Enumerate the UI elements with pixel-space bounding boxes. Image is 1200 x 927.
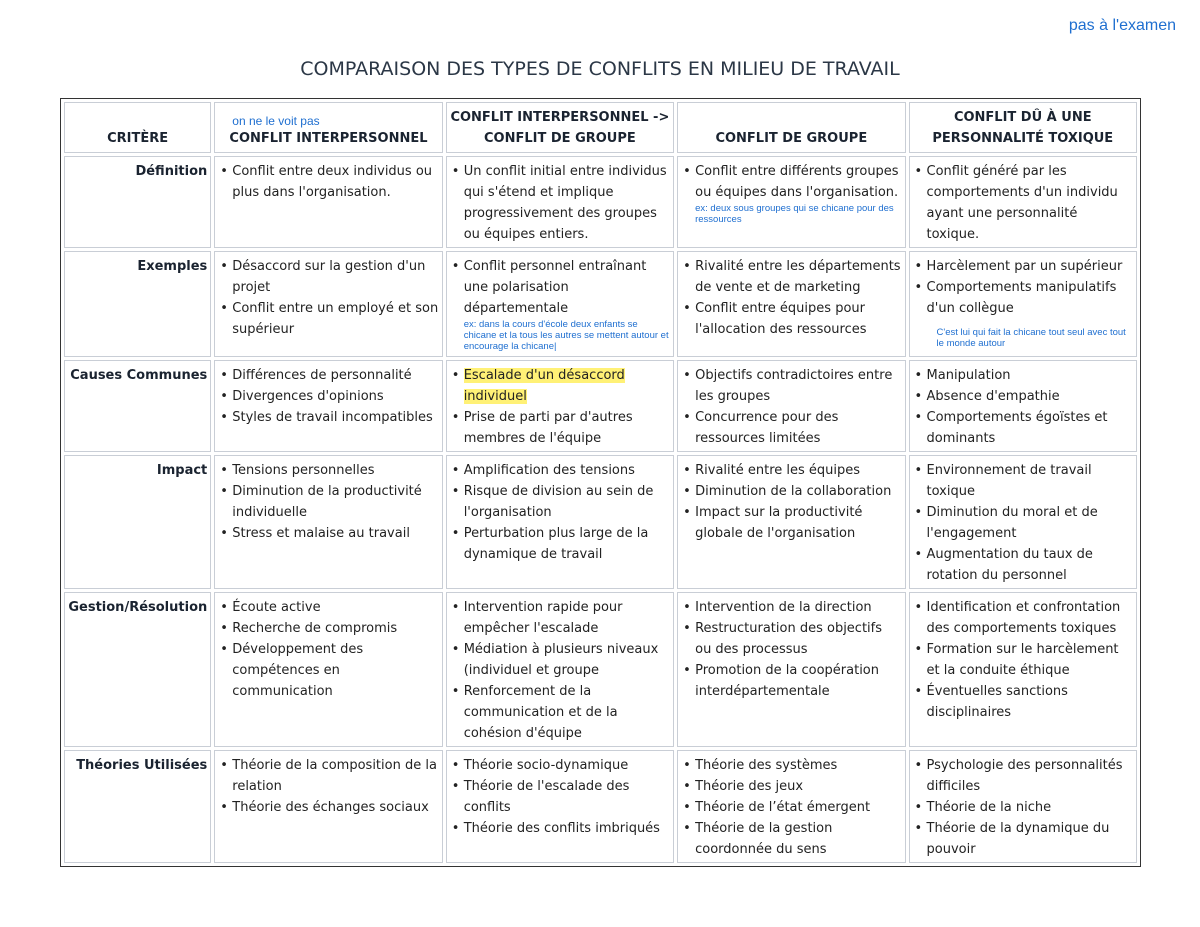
bullet-list xyxy=(450,365,670,449)
table-row xyxy=(64,455,1137,589)
cell-c3 xyxy=(677,156,905,248)
list-item: • Absence d'empathie xyxy=(927,386,1133,407)
list-item: • Renforcement de la communication et de la cohésion d'équipe xyxy=(464,681,670,744)
header-col4-line1: CONFLIT DÛ À UNE xyxy=(953,110,1092,125)
cell-c1 xyxy=(214,455,442,589)
comparison-table xyxy=(60,98,1141,867)
cell-c4 xyxy=(909,360,1137,452)
cell-c3 xyxy=(677,251,905,357)
bullet-list xyxy=(913,597,1133,723)
list-item: • Identification et confrontation des comportements toxiques xyxy=(927,597,1133,639)
cell-c3 xyxy=(677,455,905,589)
list-item: • Rivalité entre les équipes xyxy=(695,460,901,481)
list-item: • Diminution de la collaboration xyxy=(695,481,901,502)
list-item: • Manipulation xyxy=(927,365,1133,386)
bullet-list xyxy=(450,755,670,839)
cell-c3 xyxy=(677,592,905,747)
list-item: • Théorie des conflits imbriqués xyxy=(464,818,670,839)
cell-c1 xyxy=(214,156,442,248)
header-toxic-personality xyxy=(909,102,1137,153)
list-item: • Risque de division au sein de l'organisation xyxy=(464,481,670,523)
page-title: COMPARAISON DES TYPES DE CONFLITS EN MILIEU DE TRAVAIL xyxy=(300,58,900,80)
cell-c2 xyxy=(446,251,674,357)
row-label: Causes Communes xyxy=(64,360,211,452)
list-item: • Psychologie des personnalités difficiles xyxy=(927,755,1133,797)
header-col2-line2: CONFLIT DE GROUPE xyxy=(484,131,636,146)
header-group: CONFLIT DE GROUPE xyxy=(677,102,905,153)
list-item: • Théorie de la dynamique du pouvoir xyxy=(927,818,1133,860)
header-col4-line2: PERSONNALITÉ TOXIQUE xyxy=(932,131,1114,146)
cell-c2 xyxy=(446,360,674,452)
header-note: on ne le voit pas xyxy=(232,114,320,128)
list-item: • Restructuration des objectifs ou des processus xyxy=(695,618,901,660)
list-item: • Impact sur la productivité globale de l'organisation xyxy=(695,502,901,544)
row-label: Théories Utilisées xyxy=(64,750,211,863)
list-item: • Augmentation du taux de rotation du personnel xyxy=(927,544,1133,586)
list-item: • Développement des compétences en communication xyxy=(232,639,438,702)
list-item: • Environnement de travail toxique xyxy=(927,460,1133,502)
cell-c3 xyxy=(677,360,905,452)
list-item: • Tensions personnelles xyxy=(232,460,438,481)
cell-c4 xyxy=(909,592,1137,747)
row-label: Exemples xyxy=(64,251,211,357)
cell-c2 xyxy=(446,750,674,863)
bullet-list xyxy=(681,755,901,860)
list-item: • Conflit généré par les comportements d'un individu ayant une personnalité toxique. xyxy=(927,161,1133,245)
cell-c4 xyxy=(909,455,1137,589)
list-item: • Concurrence pour des ressources limitées xyxy=(695,407,901,449)
header-interpersonal xyxy=(214,102,442,153)
list-item: • Théorie des échanges sociaux xyxy=(232,797,438,818)
list-item: • Formation sur le harcèlement et la conduite éthique xyxy=(927,639,1133,681)
handwritten-note: ex: deux sous groupes qui se chicane pour des ressources xyxy=(695,203,894,225)
list-item: • Amplification des tensions xyxy=(464,460,670,481)
list-item: • Conflit entre un employé et son supérieur xyxy=(232,298,438,340)
cell-c2 xyxy=(446,156,674,248)
row-label: Impact xyxy=(64,455,211,589)
list-item xyxy=(464,365,670,407)
list-item: • Objectifs contradictoires entre les groupes xyxy=(695,365,901,407)
handwritten-note: ex: dans la cours d'école deux enfants se chicane et la tous les autres se mettent autour et encourage la chicane| xyxy=(463,319,669,352)
list-item: • Théorie de l’état émergent xyxy=(695,797,901,818)
list-item: • Rivalité entre les départements de vente et de marketing xyxy=(695,256,901,298)
list-item: • Harcèlement par un supérieur xyxy=(927,256,1133,277)
bullet-list xyxy=(218,755,438,818)
cell-c2 xyxy=(446,455,674,589)
list-item: • Théorie des systèmes xyxy=(695,755,901,776)
table-row xyxy=(64,750,1137,863)
list-item: • Comportements égoïstes et dominants xyxy=(927,407,1133,449)
list-item: • Intervention de la direction xyxy=(695,597,901,618)
cell-c3 xyxy=(677,750,905,863)
bullet-list xyxy=(218,460,438,544)
list-item: • Éventuelles sanctions disciplinaires xyxy=(927,681,1133,723)
bullet-list xyxy=(913,365,1133,449)
list-item: • Théorie de la niche xyxy=(927,797,1133,818)
list-item: • Styles de travail incompatibles xyxy=(232,407,438,428)
list-item: • Théorie de la composition de la relation xyxy=(232,755,438,797)
header-interpersonal-to-group xyxy=(446,102,674,153)
list-item: • Médiation à plusieurs niveaux (individuel et groupe xyxy=(464,639,670,681)
cell-c4 xyxy=(909,156,1137,248)
highlighted-text: Escalade d'un désaccord individuel xyxy=(463,368,625,404)
list-item: • Théorie de la gestion coordonnée du sens xyxy=(695,818,901,860)
list-item: • Conflit entre équipes pour l'allocation des ressources xyxy=(695,298,901,340)
list-item: • Théorie socio-dynamique xyxy=(464,755,670,776)
cell-c1 xyxy=(214,251,442,357)
bullet-list xyxy=(913,256,1133,319)
cell-c1 xyxy=(214,360,442,452)
bullet-list xyxy=(681,161,901,203)
list-item: • Stress et malaise au travail xyxy=(232,523,438,544)
bullet-list xyxy=(218,365,438,428)
list-item: • Divergences d'opinions xyxy=(232,386,438,407)
list-item: • Perturbation plus large de la dynamique de travail xyxy=(464,523,670,565)
bullet-list xyxy=(218,161,438,203)
list-item: • Prise de parti par d'autres membres de l'équipe xyxy=(464,407,670,449)
bullet-list xyxy=(681,365,901,449)
bullet-list xyxy=(450,256,670,319)
bullet-list xyxy=(450,161,670,245)
list-item: • Diminution de la productivité individuelle xyxy=(232,481,438,523)
bullet-list xyxy=(218,597,438,702)
list-item: • Désaccord sur la gestion d'un projet xyxy=(232,256,438,298)
list-item: • Intervention rapide pour empêcher l'escalade xyxy=(464,597,670,639)
header-interpersonal-label: CONFLIT INTERPERSONNEL xyxy=(229,131,428,146)
bullet-list xyxy=(450,597,670,744)
bullet-list xyxy=(681,256,901,340)
list-item: • Écoute active xyxy=(232,597,438,618)
list-item: • Diminution du moral et de l'engagement xyxy=(927,502,1133,544)
cell-c4 xyxy=(909,750,1137,863)
handwritten-note: C'est lui qui fait la chicane tout seul avec tout le monde autour xyxy=(936,327,1126,349)
cell-c1 xyxy=(214,592,442,747)
annotation-top-right: pas à l'examen xyxy=(1068,17,1176,34)
table-row xyxy=(64,360,1137,452)
cell-c4 xyxy=(909,251,1137,357)
list-item: • Recherche de compromis xyxy=(232,618,438,639)
list-item: • Théorie de l'escalade des conflits xyxy=(464,776,670,818)
bullet-list xyxy=(913,755,1133,860)
header-criterion: CRITÈRE xyxy=(64,102,211,153)
row-label: Définition xyxy=(64,156,211,248)
list-item: • Différences de personnalité xyxy=(232,365,438,386)
bullet-list xyxy=(913,460,1133,586)
list-item: • Un conflit initial entre individus qui s'étend et implique progressivement des groupes ou équipes entiers. xyxy=(464,161,670,245)
bullet-list xyxy=(450,460,670,565)
list-item: • Comportements manipulatifs d'un collègue xyxy=(927,277,1133,319)
table-row xyxy=(64,592,1137,747)
cell-c2 xyxy=(446,592,674,747)
table-row xyxy=(64,156,1137,248)
bullet-list xyxy=(681,460,901,544)
list-item: • Conflit personnel entraînant une polarisation départementale xyxy=(464,256,670,319)
table-row xyxy=(64,251,1137,357)
bullet-list xyxy=(218,256,438,340)
row-label: Gestion/Résolution xyxy=(64,592,211,747)
list-item: • Théorie des jeux xyxy=(695,776,901,797)
bullet-list xyxy=(681,597,901,702)
list-item: • Promotion de la coopération interdépartementale xyxy=(695,660,901,702)
header-col2-line1: CONFLIT INTERPERSONNEL -> xyxy=(450,110,670,125)
list-item: • Conflit entre deux individus ou plus dans l'organisation. xyxy=(232,161,438,203)
list-item: • Conflit entre différents groupes ou équipes dans l'organisation. xyxy=(695,161,901,203)
cell-c1 xyxy=(214,750,442,863)
bullet-list xyxy=(913,161,1133,245)
